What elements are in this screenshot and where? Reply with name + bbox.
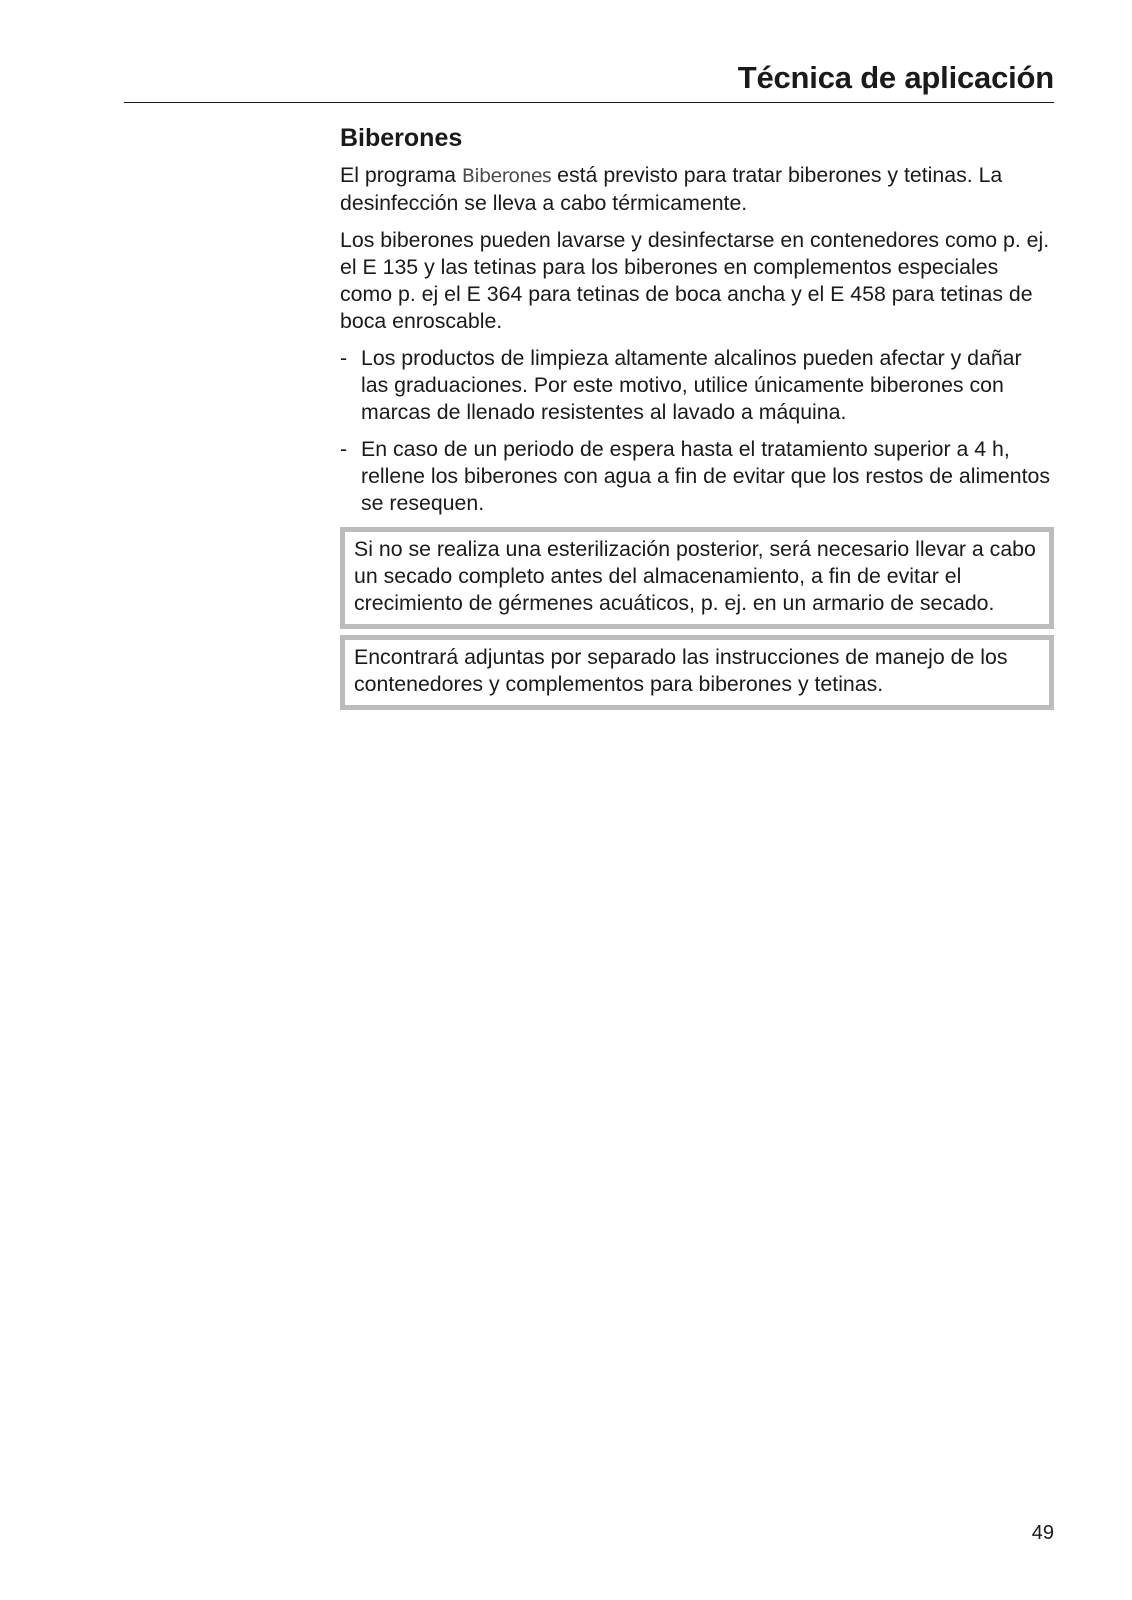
intro-text-before: El programa <box>340 163 462 187</box>
list-item <box>340 345 1054 426</box>
page-number: 49 <box>1031 1522 1054 1544</box>
main-content <box>340 122 1054 716</box>
note-box-drying: Si no se realiza una esterilización posterior, será necesario llevar a cabo un secado completo antes del almacenamiento, a fin de evitar el crecimiento de gérmenes acuáticos, p. ej. en un armario de secado. <box>340 527 1054 629</box>
list-item <box>340 436 1054 517</box>
intro-paragraph <box>340 162 1054 217</box>
bullet-dash: - <box>340 346 348 370</box>
program-name: Biberones <box>461 165 552 187</box>
page-title: Técnica de aplicación <box>737 60 1054 95</box>
intro-text-after: está previsto para tratar biberones y tetinas. La desinfección se lleva a cabo térmicamente. <box>340 163 1003 215</box>
section-title: Biberones <box>340 124 463 152</box>
list-item-text: Los productos de limpieza altamente alcalinos pueden afectar y dañar las graduaciones. Por este motivo, utilice únicamente biberones con marcas de llenado resistentes al lavado a máquina. <box>361 346 1022 424</box>
list-item-text: En caso de un periodo de espera hasta el tratamiento superior a 4 h, rellene los biberones con agua a fin de evitar que los restos de alimentos se resequen. <box>361 437 1051 515</box>
warning-list <box>340 345 1054 517</box>
note-box-instructions: Encontrará adjuntas por separado las instrucciones de manejo de los contenedores y complementos para biberones y tetinas. <box>340 635 1054 710</box>
containers-paragraph: Los biberones pueden lavarse y desinfectarse en contenedores como p. ej. el E 135 y las tetinas para los biberones en complementos especiales como p. ej el E 364 para tetinas de boca ancha y el E 458 para tetinas de boca enroscable. <box>340 228 1050 333</box>
bullet-dash: - <box>340 437 348 461</box>
page-header <box>124 56 1054 103</box>
